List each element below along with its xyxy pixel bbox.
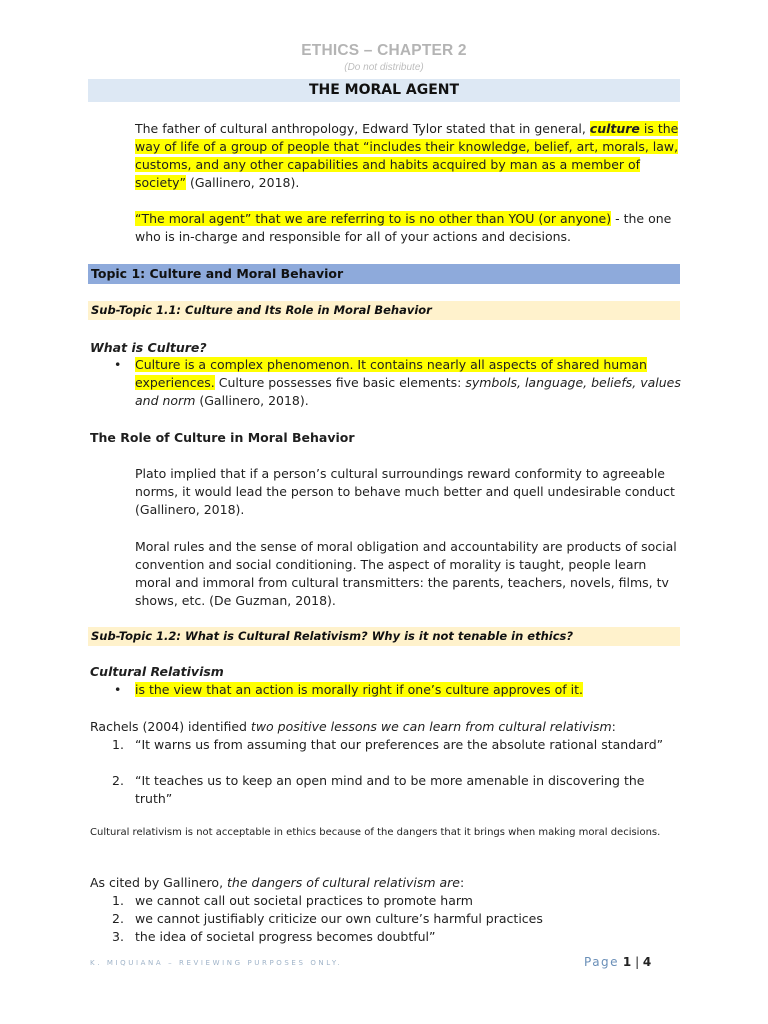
bullet-icon: •: [114, 357, 122, 372]
header-title: ETHICS – CHAPTER 2: [301, 42, 467, 59]
header-subtitle: (Do not distribute): [344, 62, 424, 73]
danger-item-3: 3. the idea of societal progress becomes doubtful”: [112, 929, 436, 944]
bullet-icon: •: [114, 682, 122, 697]
role-paragraph-1: Plato implied that if a person’s cultural surroundings reward conformity to agreeable norms, it would lead the person to behave much better and quell undesirable conduct (Gallinero, 2018).: [135, 466, 675, 517]
relativism-bullet: • is the view that an action is morally right if one’s culture approves of it.: [114, 682, 583, 697]
lesson-item-1: 1. “It warns us from assuming that our preferences are the absolute rational standard”: [112, 737, 664, 752]
culture-term: culture: [589, 121, 640, 136]
danger-item-2: 2. we cannot justifiably criticize our own culture’s harmful practices: [112, 911, 543, 926]
role-paragraph-2: Moral rules and the sense of moral obligation and accountability are products of social convention and social conditioning. The aspect of morality is taught, people learn moral and immoral from cultural transmitters: the parents, teachers, novels, films, tv shows, etc. (De Guzman, 2018).: [135, 539, 677, 608]
subtopic-1-2-heading: Sub-Topic 1.2: What is Cultural Relativism? Why is it not tenable in ethics?: [88, 627, 680, 646]
lesson-item-2: 2. “It teaches us to keep an open mind and to be more amenable in discovering the truth”: [112, 773, 645, 806]
role-heading: The Role of Culture in Moral Behavior: [90, 430, 355, 445]
intro-paragraph-2: “The moral agent” that we are referring to is no other than YOU (or anyone) - the one who is in-charge and responsible for all of your actions and decisions.: [135, 211, 672, 244]
rachels-intro: Rachels (2004) identified two positive lessons we can learn from cultural relativism:: [90, 719, 616, 734]
intro-paragraph-1: The father of cultural anthropology, Edward Tylor stated that in general, culture is the way of life of a group of people that “includes their knowledge, belief, art, morals, law, customs, and any other capabilities and habits acquired by man as a member of society” (Gallinero, 2018).: [135, 121, 679, 190]
document-title: THE MORAL AGENT: [88, 79, 680, 102]
subtopic-1-1-heading: Sub-Topic 1.1: Culture and Its Role in Moral Behavior: [88, 301, 680, 320]
what-is-culture-heading: What is Culture?: [90, 340, 207, 355]
page-number: Page 1 | 4: [584, 955, 652, 969]
danger-item-1: 1. we cannot call out societal practices to promote harm: [112, 893, 473, 908]
cultural-relativism-heading: Cultural Relativism: [90, 664, 224, 679]
dangers-intro: As cited by Gallinero, the dangers of cultural relativism are:: [90, 875, 465, 890]
topic-1-heading: Topic 1: Culture and Moral Behavior: [88, 264, 680, 284]
footer-author: K. MIQUIANA – REVIEWING PURPOSES ONLY.: [90, 959, 343, 967]
culture-bullet: • Culture is a complex phenomenon. It contains nearly all aspects of shared human experiences. Culture possesses five basic elements: symbols, language, beliefs, values and norm (Gallinero, 2018).: [114, 357, 681, 408]
relativism-note: Cultural relativism is not acceptable in ethics because of the dangers that it brings when making moral decisions.: [90, 827, 661, 838]
